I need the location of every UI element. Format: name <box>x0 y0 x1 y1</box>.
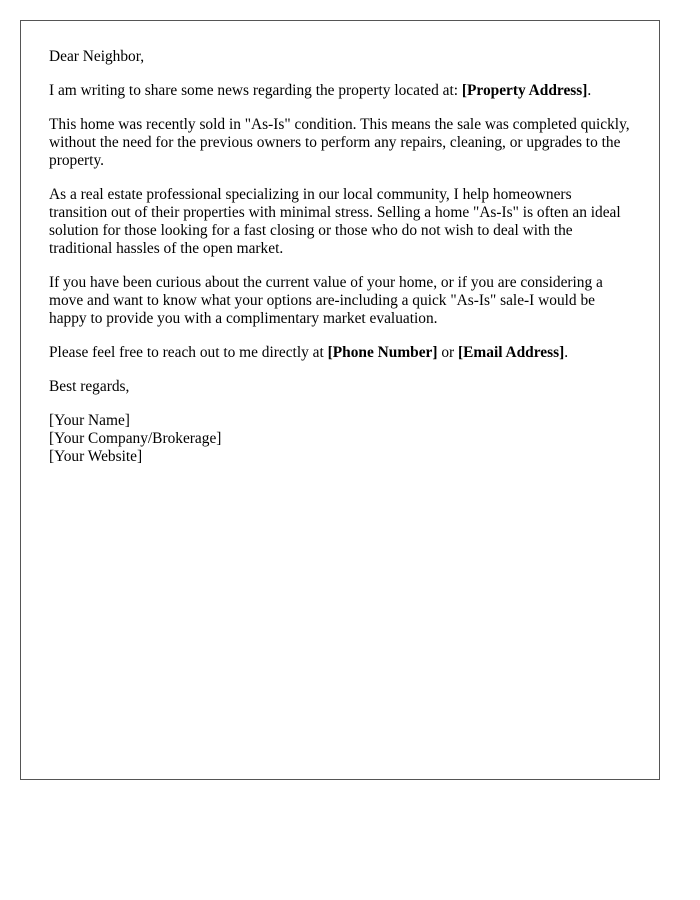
intro-text: I am writing to share some news regarding the property located at: <box>49 82 462 99</box>
email-address-placeholder: [Email Address] <box>458 344 565 361</box>
signature-name: [Your Name] <box>49 412 130 429</box>
letter-body <box>20 20 660 780</box>
intro-paragraph <box>49 82 631 100</box>
signature-block <box>49 412 631 466</box>
signature-website: [Your Website] <box>49 448 143 465</box>
contact-or: or <box>437 344 459 361</box>
contact-text: Please feel free to reach out to me directly at <box>49 344 328 361</box>
contact-paragraph <box>49 344 631 362</box>
intro-end: . <box>587 82 592 99</box>
contact-end: . <box>564 344 569 361</box>
phone-number-placeholder: [Phone Number] <box>327 344 438 361</box>
property-address-placeholder: [Property Address] <box>461 82 588 99</box>
closing: Best regards, <box>49 378 130 395</box>
professional-paragraph: As a real estate professional specializing in our local community, I help homeowners transition out of their properties with minimal stress. Selling a home "As-Is" is often an ideal solution for those looking for a fast closing or those who do not wish to deal with the traditional hassles of the open market. <box>49 186 621 257</box>
offer-paragraph: If you have been curious about the current value of your home, or if you are considering a move and want to know what your options are-including a quick "As-Is" sale-I would be happy to provide you with a complimentary market evaluation. <box>49 274 603 327</box>
signature-company: [Your Company/Brokerage] <box>49 430 222 447</box>
sold-paragraph: This home was recently sold in "As-Is" condition. This means the sale was completed quickly, without the need for the previous owners to perform any repairs, cleaning, or upgrades to the property. <box>49 116 630 169</box>
salutation: Dear Neighbor, <box>49 48 145 65</box>
